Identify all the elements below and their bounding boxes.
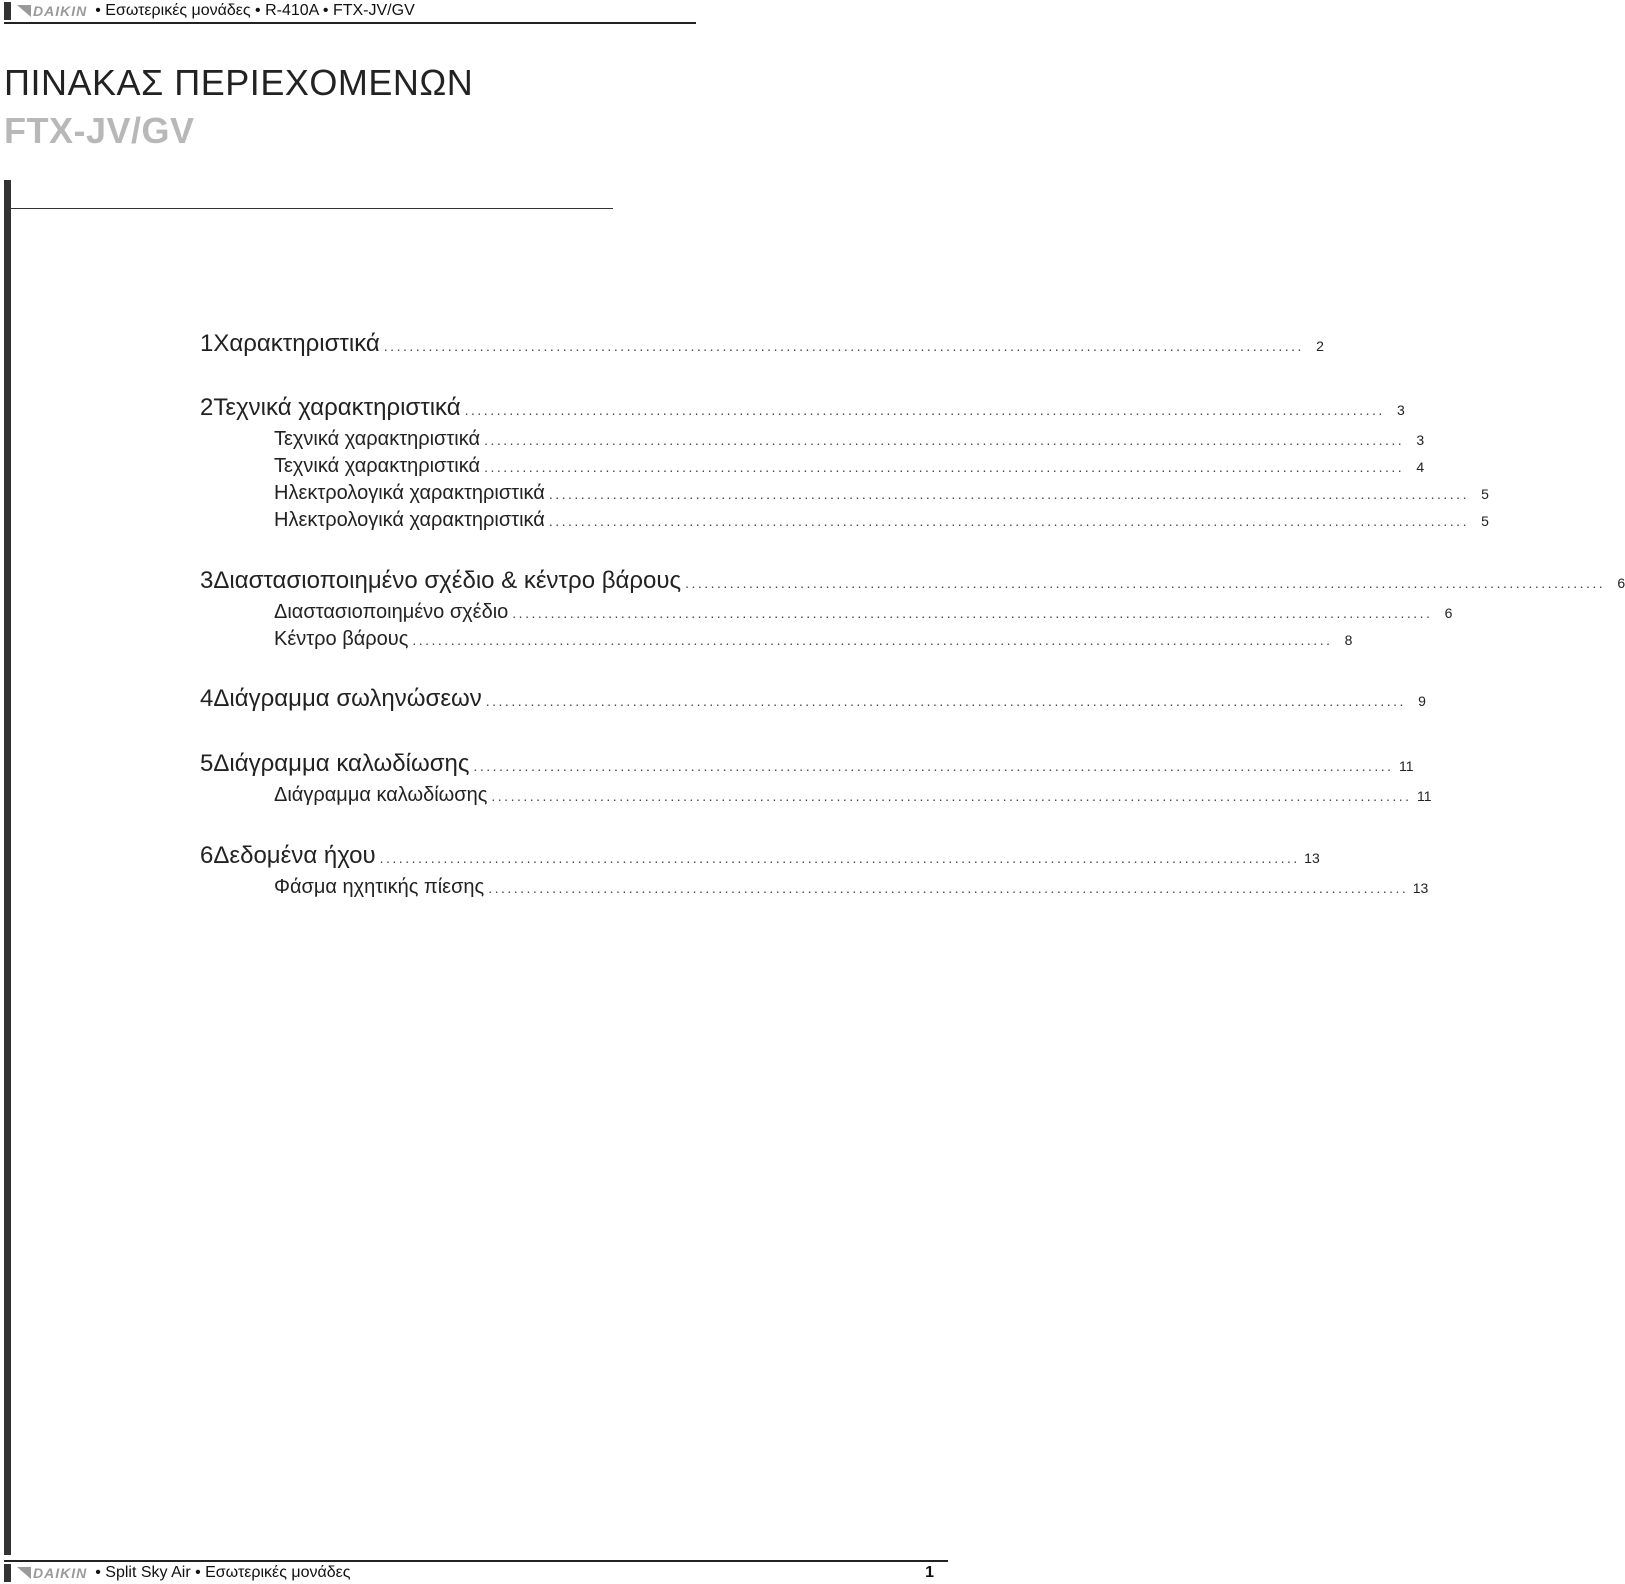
toc-section-number: 4 — [200, 685, 214, 712]
toc-section-number: 2 — [200, 394, 214, 421]
toc-page-number: 6 — [1617, 575, 1625, 591]
toc-section-2[interactable] — [200, 394, 1405, 422]
toc-item[interactable] — [274, 601, 1453, 624]
toc-page-number: 8 — [1344, 632, 1353, 648]
toc-section-label: Διάγραμμα σωληνώσεων — [213, 685, 482, 712]
toc-page-number: 11 — [1399, 758, 1414, 774]
toc-leader: ................................................................................................................................................ — [383, 338, 1304, 354]
toc-item[interactable] — [274, 628, 1353, 651]
toc-leader: ................................................................................................................................................ — [379, 850, 1300, 866]
toc-leader: ................................................................................................................................................ — [685, 575, 1606, 591]
toc-item-label: Τεχνικά χαρακτηριστικά — [274, 428, 481, 450]
toc-page-number: 13 — [1304, 850, 1320, 866]
toc-item-label: Ηλεκτρολογικά χαρακτηριστικά — [274, 509, 545, 531]
toc-page-number: 2 — [1316, 338, 1324, 354]
toc-page-number: 13 — [1412, 880, 1429, 896]
toc-page-number: 4 — [1416, 459, 1425, 475]
toc-section-label: Δεδομένα ήχου — [213, 842, 376, 869]
toc-item[interactable] — [274, 482, 1489, 505]
toc-item[interactable] — [274, 784, 1432, 807]
toc-leader: ................................................................................................................................................ — [491, 788, 1412, 804]
toc-page-number: 6 — [1444, 605, 1453, 621]
toc-item[interactable] — [274, 428, 1425, 451]
left-vertical-bar — [4, 180, 11, 1555]
page-title: ΠΙΝΑΚΑΣ ΠΕΡΙΕΧΟΜΕΝΩΝ — [4, 62, 474, 103]
header-text: • Εσωτερικές μονάδες • R-410A • FTX-JV/GV — [95, 2, 415, 19]
toc-leader: ................................................................................................................................................ — [548, 486, 1469, 502]
daikin-logo-text: DAIKIN — [33, 1565, 88, 1581]
toc-leader: ................................................................................................................................................ — [512, 605, 1433, 621]
toc-section-4[interactable] — [200, 685, 1426, 713]
toc-item-label: Φάσμα ηχητικής πίεσης — [274, 876, 485, 898]
toc-section-5[interactable] — [200, 750, 1414, 778]
daikin-logo — [17, 3, 87, 19]
toc-item-label: Τεχνικά χαρακτηριστικά — [274, 455, 481, 477]
daikin-logo-text: DAIKIN — [33, 3, 88, 19]
toc-section-3[interactable] — [200, 567, 1625, 595]
toc-leader: ................................................................................................................................................ — [464, 402, 1385, 418]
toc-leader: ................................................................................................................................................ — [412, 632, 1333, 648]
toc-leader: ................................................................................................................................................ — [548, 513, 1469, 529]
toc-page-number: 5 — [1481, 513, 1489, 529]
toc-section-label: Χαρακτηριστικά — [213, 330, 380, 357]
toc-section-number: 3 — [200, 567, 214, 594]
page-header — [4, 0, 696, 24]
toc-section-number: 1 — [200, 330, 214, 357]
toc-leader: ................................................................................................................................................ — [473, 758, 1394, 774]
toc-page-number: 3 — [1396, 402, 1405, 418]
toc-item[interactable] — [274, 876, 1429, 899]
toc-section-6[interactable] — [200, 842, 1320, 870]
toc-section-label: Διαστασιοποιημένο σχέδιο & κέντρο βάρους — [213, 567, 682, 594]
footer-text: • Split Sky Air • Εσωτερικές μονάδες — [95, 1564, 351, 1581]
toc-section-1[interactable] — [200, 330, 1324, 358]
toc-item-label: Κέντρο βάρους — [274, 628, 409, 650]
title-rule — [11, 208, 613, 209]
daikin-logo — [17, 1565, 87, 1581]
toc-leader: ................................................................................................................................................ — [484, 459, 1405, 475]
page-subtitle: FTX-JV/GV — [4, 110, 195, 151]
header-edge-bar — [4, 2, 11, 20]
toc-item-label: Ηλεκτρολογικά χαρακτηριστικά — [274, 482, 545, 504]
toc-leader: ................................................................................................................................................ — [485, 693, 1406, 709]
toc-page-number: 3 — [1416, 432, 1425, 448]
toc-leader: ................................................................................................................................................ — [484, 432, 1405, 448]
toc-item[interactable] — [274, 509, 1489, 532]
footer-page-number: 1 — [925, 1564, 934, 1581]
toc-item-label: Διάγραμμα καλωδίωσης — [274, 784, 488, 806]
toc-leader: ................................................................................................................................................ — [488, 880, 1409, 896]
toc-section-number: 6 — [200, 842, 214, 869]
footer-edge-bar — [4, 1564, 11, 1582]
toc-item[interactable] — [274, 455, 1425, 478]
toc-page-number: 5 — [1481, 486, 1489, 502]
daikin-logo-icon — [17, 5, 31, 17]
toc-section-number: 5 — [200, 750, 214, 777]
toc-page-number: 9 — [1418, 693, 1426, 709]
toc-item-label: Διαστασιοποιημένο σχέδιο — [274, 601, 509, 623]
toc-page-number: 11 — [1416, 788, 1432, 804]
toc-section-label: Διάγραμμα καλωδίωσης — [213, 750, 470, 777]
toc-section-label: Τεχνικά χαρακτηριστικά — [213, 394, 461, 421]
page-footer — [4, 1560, 948, 1584]
daikin-logo-icon — [17, 1567, 31, 1579]
